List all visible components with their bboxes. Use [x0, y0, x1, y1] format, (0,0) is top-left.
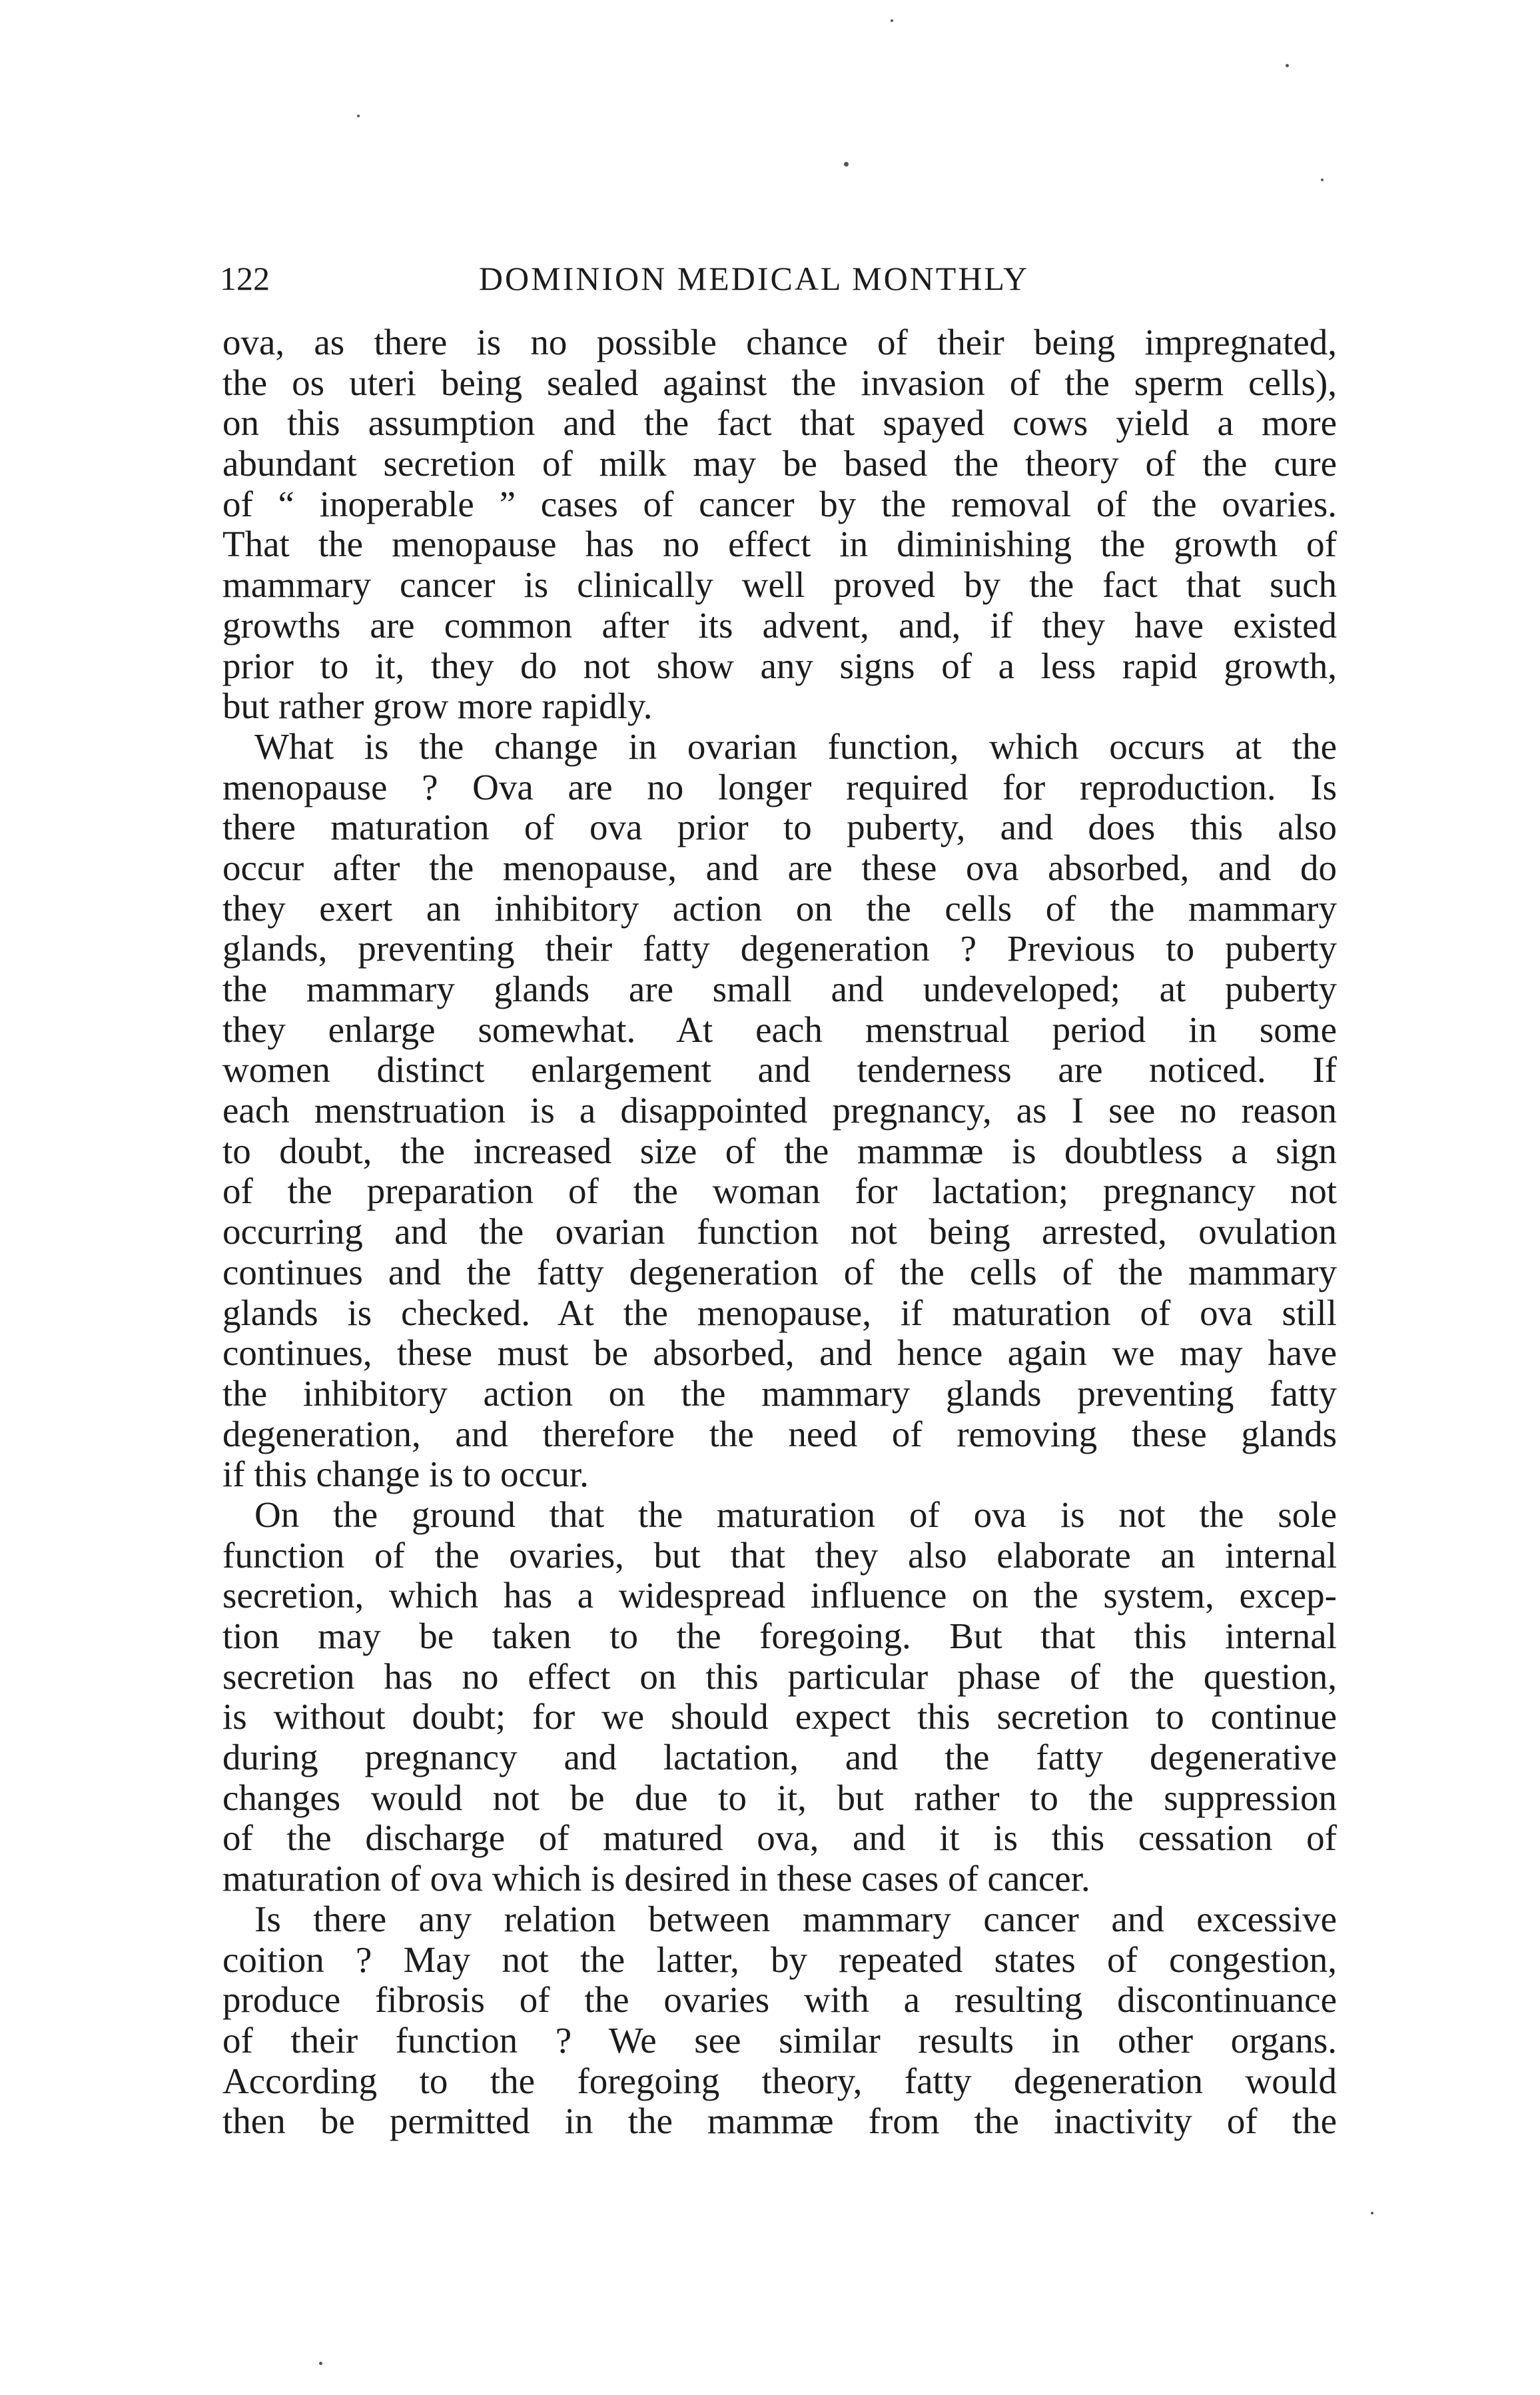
text-line: changes would not be due to it, but rather to the suppression — [222, 1777, 1337, 1818]
paper-speck — [1371, 2212, 1373, 2214]
text-line: each menstruation is a disappointed pregnancy, as I see no reason — [222, 1091, 1337, 1131]
text-line: continues, these must be absorbed, and hence again we may have — [222, 1333, 1337, 1374]
text-line: the inhibitory action on the mammary glands preventing fatty — [222, 1373, 1337, 1414]
text-line: That the menopause has no effect in diminishing the growth of — [222, 524, 1337, 565]
text-line: then be permitted in the mammæ from the inactivity of the — [222, 2101, 1337, 2142]
paragraph-start-line: Is there any relation between mammary cancer and excessive — [254, 1899, 1337, 1939]
text-line: mammary cancer is clinically well proved by the fact that such — [222, 565, 1337, 606]
text-line: growths are common after its advent, and, if they have existed — [222, 605, 1337, 646]
text-line: produce fibrosis of the ovaries with a resulting discontinuance — [222, 1980, 1337, 2021]
text-line: of the discharge of matured ova, and it is this cessation of — [222, 1818, 1337, 1859]
text-line: but rather grow more rapidly. — [222, 686, 653, 727]
paper-speck — [844, 162, 849, 167]
text-line: coition ? May not the latter, by repeated states of congestion, — [222, 1939, 1337, 1980]
text-line: tion may be taken to the foregoing. But that this internal — [222, 1616, 1337, 1656]
paper-speck — [891, 19, 893, 22]
text-line: According to the foregoing theory, fatty degeneration would — [222, 2061, 1337, 2101]
text-line: of the preparation of the woman for lactation; pregnancy not — [222, 1171, 1337, 1212]
text-line: glands, preventing their fatty degeneration ? Previous to puberty — [222, 929, 1337, 969]
paragraph-start-line: On the ground that the maturation of ova is not the sole — [254, 1494, 1337, 1535]
text-line: occurring and the ovarian function not being arrested, ovulation — [222, 1212, 1337, 1252]
page-number: 122 — [220, 260, 270, 297]
text-line: menopause ? Ova are no longer required for reproduction. Is — [222, 767, 1337, 807]
text-line: the mammary glands are small and undeveloped; at puberty — [222, 969, 1337, 1009]
text-line: secretion, which has a widespread influence on the system, excep- — [222, 1576, 1337, 1616]
text-line: they exert an inhibitory action on the cells of the mammary — [222, 888, 1337, 929]
page-header — [214, 255, 1334, 302]
running-head: DOMINION MEDICAL MONTHLY — [478, 260, 1030, 297]
text-line: during pregnancy and lactation, and the fatty degenerative — [222, 1737, 1337, 1778]
text-line: occur after the menopause, and are these ova absorbed, and do — [222, 847, 1337, 888]
text-line: continues and the fatty degeneration of the cells of the mammary — [222, 1252, 1337, 1292]
paper-speck — [1321, 179, 1324, 181]
text-line: is without doubt; for we should expect this secretion to continue — [222, 1697, 1337, 1737]
text-line: there maturation of ova prior to puberty, and does this also — [222, 807, 1337, 848]
text-line: on this assumption and the fact that spayed cows yield a more — [222, 403, 1337, 444]
text-line: degeneration, and therefore the need of removing these glands — [222, 1414, 1337, 1454]
text-line: of their function ? We see similar results in other organs. — [222, 2020, 1337, 2061]
text-line: glands is checked. At the menopause, if maturation of ova still — [222, 1292, 1337, 1333]
paragraph-start-line: What is the change in ovarian function, which occurs at the — [254, 726, 1337, 767]
text-line: if this change is to occur. — [222, 1454, 589, 1495]
text-line: maturation of ova which is desired in these cases of cancer. — [222, 1859, 1090, 1899]
text-line: they enlarge somewhat. At each menstrual period in some — [222, 1009, 1337, 1050]
paper-speck — [1286, 64, 1289, 67]
text-line: of “ inoperable ” cases of cancer by the removal of the ovaries. — [222, 484, 1337, 524]
text-line: function of the ovaries, but that they also elaborate an internal — [222, 1535, 1337, 1576]
text-line: women distinct enlargement and tenderness are noticed. If — [222, 1050, 1337, 1091]
text-line: abundant secretion of milk may be based the theory of the cure — [222, 444, 1337, 484]
paper-speck — [357, 115, 360, 117]
text-line: ova, as there is no possible chance of their being impregnated, — [222, 322, 1337, 362]
text-line: secretion has no effect on this particular phase of the question, — [222, 1656, 1337, 1697]
text-line: prior to it, they do not show any signs of a less rapid growth, — [222, 646, 1337, 686]
text-line: to doubt, the increased size of the mammæ is doubtless a sign — [222, 1131, 1337, 1171]
article-body — [222, 322, 1337, 2142]
text-line: the os uteri being sealed against the invasion of the sperm cells), — [222, 362, 1337, 403]
paper-speck — [319, 2362, 322, 2365]
